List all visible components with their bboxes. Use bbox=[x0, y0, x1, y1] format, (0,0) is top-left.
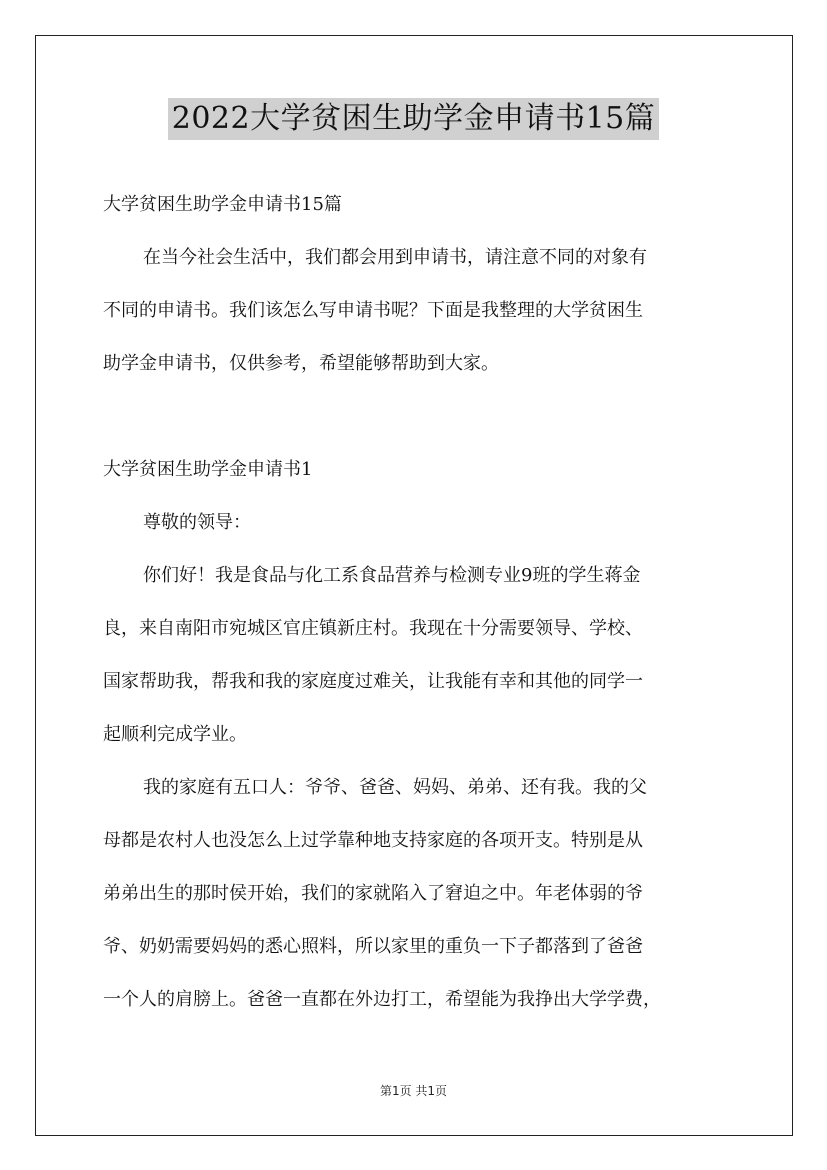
paragraph-line: 良，来自南阳市宛城区官庄镇新庄村。我现在十分需要领导、学校、 bbox=[103, 618, 643, 639]
paragraph-line: 我的家庭有五口人：爷爷、爸爸、妈妈、弟弟、还有我。我的父 bbox=[143, 777, 647, 798]
intro-line: 助学金申请书，仅供参考，希望能够帮助到大家。 bbox=[103, 353, 499, 374]
page-number: 第1页 共1页 bbox=[379, 1084, 448, 1098]
paragraph-line: 国家帮助我，帮我和我的家庭度过难关，让我能有幸和其他的同学一 bbox=[103, 671, 643, 692]
paragraph-line: 爷、奶奶需要妈妈的悉心照料，所以家里的重负一下子都落到了爸爸 bbox=[103, 936, 643, 957]
document-heading: 大学贫困生助学金申请书15篇 bbox=[103, 194, 342, 215]
title-container bbox=[0, 98, 827, 140]
paragraph-line: 起顺利完成学业。 bbox=[103, 724, 247, 745]
intro-line: 在当今社会生活中，我们都会用到申请书，请注意不同的对象有 bbox=[143, 247, 647, 268]
spacer bbox=[103, 390, 725, 443]
paragraph-line: 你们好！我是食品与化工系食品营养与检测专业9班的学生蒋金 bbox=[143, 565, 641, 586]
salutation: 尊敬的领导： bbox=[143, 512, 251, 533]
section-title: 大学贫困生助学金申请书1 bbox=[103, 459, 313, 480]
paragraph-line: 弟弟出生的那时侯开始，我们的家就陷入了窘迫之中。年老体弱的爷 bbox=[103, 883, 643, 904]
document-body bbox=[103, 178, 725, 1026]
paragraph-line: 母都是农村人也没怎么上过学靠种地支持家庭的各项开支。特别是从 bbox=[103, 830, 643, 851]
intro-line: 不同的申请书。我们该怎么写申请书呢？下面是我整理的大学贫困生 bbox=[103, 300, 643, 321]
document-title: 2022大学贫困生助学金申请书15篇 bbox=[168, 98, 660, 140]
paragraph-line: 一个人的肩膀上。爸爸一直都在外边打工，希望能为我挣出大学学费， bbox=[103, 989, 661, 1010]
